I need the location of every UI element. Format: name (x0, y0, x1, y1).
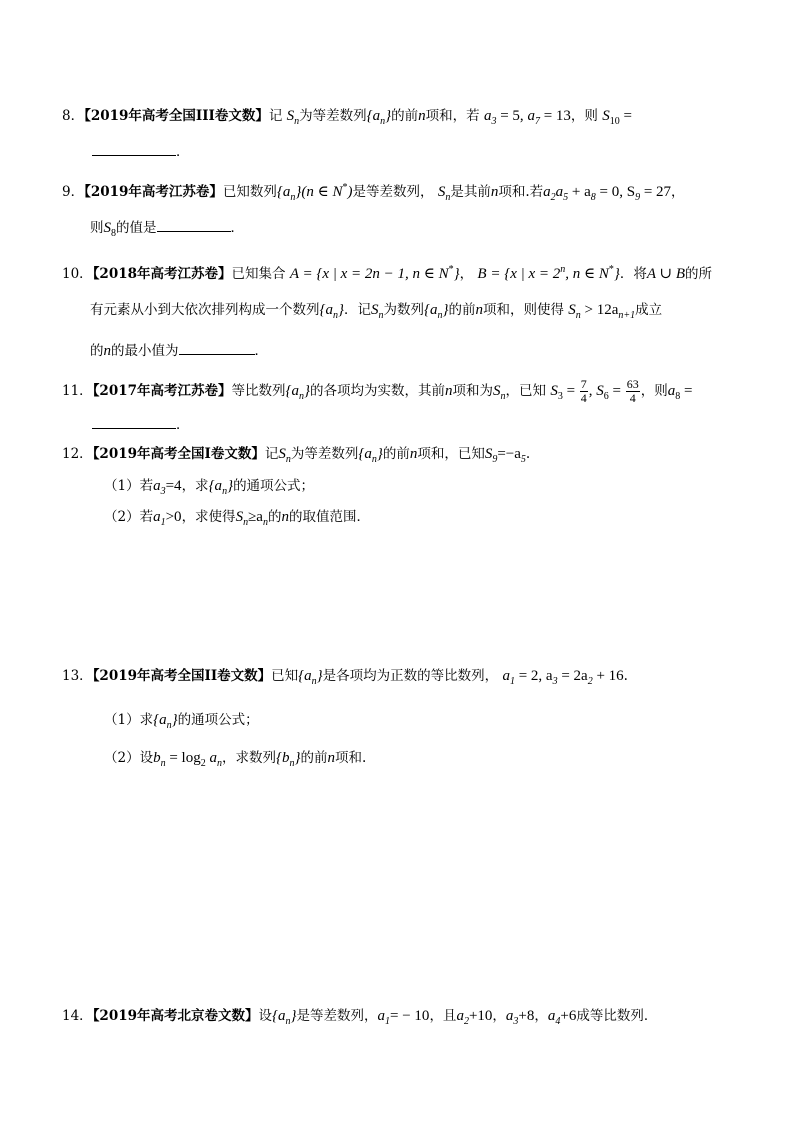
text: ． (176, 144, 190, 160)
text: 的前 (382, 446, 410, 462)
math-an: $\{a_n\}(n$ ∈ N*) (276, 182, 353, 203)
text: ，则 (640, 382, 668, 399)
math-condition: $S_3$ = $\frac{7}{4}$ , $S_6$ = $\frac{63}{4}$ (550, 377, 639, 405)
math-an: $\{a_n\}$ (272, 1008, 297, 1027)
text: ． (230, 220, 244, 236)
math-an: $\{a_n\}$ (285, 382, 311, 402)
math-a8: $a_8$ = (667, 382, 693, 402)
text: 项和，已知 (417, 446, 485, 462)
math-Sn: $S_n$ (493, 382, 506, 402)
question-source: 【2019年高考北京卷文数】 (92, 1008, 259, 1024)
question-source: 【2019年高考江苏卷】 (84, 184, 223, 200)
text: 已知 (271, 668, 299, 684)
text: ，且 (429, 1008, 457, 1024)
question-source: 【2019年高考全国II卷文数】 (92, 668, 272, 684)
math-n: n (327, 750, 335, 766)
text: ， (492, 1008, 506, 1024)
text: ．记 (344, 302, 371, 318)
text: 为数列 (383, 302, 424, 318)
math-a3: $a_3=4$ (153, 478, 182, 497)
math-condition: $a_3 = 5$, $a_7 = 13$ (483, 108, 571, 127)
question-number: 14． (62, 1008, 93, 1024)
text: 已知数列 (222, 184, 277, 200)
text: 已知集合 (231, 266, 286, 282)
math-n: n (409, 446, 418, 462)
text: 项和为 (452, 382, 494, 399)
question-number: 10． (62, 266, 93, 282)
text: 的取值范围． (288, 509, 370, 525)
math-set-A: A = {x | x = 2n − 1, n ∈ N*} (289, 264, 460, 282)
question-8-line-2 (92, 141, 190, 162)
text: 的所 (685, 266, 713, 282)
text: 的前 (448, 302, 476, 318)
text: 的最小值为 (111, 343, 179, 359)
math-a2-term: $a_2+10$ (456, 1008, 493, 1027)
text: ，求 (181, 478, 209, 494)
question-source: 【2017年高考江苏卷】 (92, 382, 232, 399)
math-a1: $a_1= - 10$ (377, 1008, 430, 1027)
question-13-part-2 (104, 748, 366, 774)
text: 是等差数列， (296, 1008, 378, 1024)
text: 项和，若 (425, 108, 480, 124)
text: 是各项均为正数的等比数列， (322, 668, 499, 684)
text: 等比数列 (231, 382, 286, 399)
math-n: n (490, 184, 499, 200)
question-9-line-1 (62, 178, 685, 208)
text: ， (459, 266, 474, 282)
question-number: 9． (62, 184, 85, 200)
math-bn: $b_n = \log_2 a_n$ (153, 750, 222, 769)
text: 记 (264, 446, 279, 462)
text: 项和.若 (498, 184, 544, 200)
text: 的 (267, 509, 282, 525)
text: （1）若 (104, 478, 154, 494)
text: 的通项公式； (233, 478, 315, 494)
text: （1）求 (104, 712, 154, 728)
text: 有元素从小到大依次排列构成一个数列 (90, 302, 320, 318)
question-9-line-2 (90, 217, 244, 244)
question-source: 【2018年高考江苏卷】 (92, 266, 232, 282)
text: 的 (90, 343, 104, 359)
math-n: n (445, 382, 453, 399)
math-an: $\{a_n\}$ (366, 108, 392, 127)
text: . (623, 668, 628, 684)
text: 设 (258, 1008, 273, 1024)
question-13-line-1 (62, 666, 628, 692)
answer-blank[interactable] (92, 141, 176, 156)
math-a3-term: $a_3+8$ (505, 1008, 535, 1027)
math-an: $\{a_n\}$ (319, 302, 344, 321)
question-10-line-2 (90, 300, 662, 326)
text: ， (671, 184, 685, 200)
math-S8: $S_8$ (103, 220, 116, 239)
question-number: 12． (62, 446, 93, 462)
math-a1: $a_1>0$ (153, 509, 182, 528)
answer-blank[interactable] (92, 414, 176, 429)
question-13-part-1 (104, 710, 259, 736)
question-number: 8． (62, 108, 85, 124)
text: 成等比数列． (576, 1008, 658, 1024)
text: 的各项均为实数，其前 (310, 382, 446, 399)
math-an: $\{a_n\}$ (208, 478, 234, 497)
text: 的前 (300, 750, 328, 766)
fraction: $\frac{7}{4}$ (580, 377, 587, 405)
question-number: 13． (62, 668, 93, 684)
text: ，则 (570, 108, 598, 124)
text: （2）设 (104, 750, 154, 766)
math-n: n (281, 509, 289, 525)
question-number: 11． (62, 382, 93, 399)
answer-blank[interactable] (157, 217, 231, 232)
math-n: n (103, 343, 111, 359)
math-Sn: $S_n$ (437, 184, 451, 203)
math-an: $\{a_n\}$ (298, 668, 323, 687)
math-an: $\{a_n\}$ (424, 302, 449, 321)
text: 的前 (391, 108, 419, 124)
text: ．将 (619, 266, 647, 282)
text: 成立 (635, 302, 663, 318)
question-12-line-1 (62, 444, 530, 470)
question-source: 【2019年高考全国III卷文数】 (84, 108, 269, 124)
text: 为等差数列 (290, 446, 359, 462)
answer-blank[interactable] (179, 340, 255, 355)
math-set-B: B = {x | $x = 2^n$, n ∈ N*} (477, 264, 620, 282)
question-source: 【2019年高考全国I卷文数】 (92, 446, 265, 462)
text: 为等差数列 (299, 108, 367, 124)
text: 的值是 (116, 220, 157, 236)
question-11-line-1 (62, 378, 692, 407)
math-an: $\{a_n\}$ (358, 446, 383, 465)
question-10-line-3 (90, 340, 268, 361)
math-condition: $a_1 = 2$, $a_3 = 2a_2 + 16$ (502, 668, 624, 687)
math-condition: $S_9=-a_5$ (484, 446, 526, 465)
math-bn-set: $\{b_n\}$ (275, 750, 301, 769)
question-11-line-2 (92, 414, 190, 435)
text: 是其前 (450, 184, 491, 200)
text: ， (534, 1008, 548, 1024)
text: （2）若 (104, 509, 154, 525)
text: ，求使得 (181, 509, 236, 525)
text: 是等差数列， (352, 184, 434, 200)
math-an: $\{a_n\}$ (153, 712, 178, 731)
text: 项和，则使得 (483, 302, 564, 318)
math-S10: $S_{10}$ = (602, 108, 632, 127)
text: ，已知 (505, 382, 547, 399)
question-12-part-1 (104, 476, 314, 502)
text: 项和. (334, 750, 367, 766)
fraction: $\frac{63}{4}$ (626, 377, 639, 405)
math-condition: $a_2a_5 + a_8 = 0$, $S_9 = 27$ (543, 184, 672, 203)
text: ． (254, 343, 268, 359)
math-Sn: $S_n$ (371, 302, 384, 321)
text: 的通项公式； (177, 712, 259, 728)
text: 则 (90, 220, 104, 236)
math-inequality: $S_n\ge a_n$ (235, 509, 268, 528)
text: . (525, 446, 531, 462)
math-union: A ∪ B (646, 266, 686, 282)
math-n: n (418, 108, 426, 124)
text: ，求数列 (221, 750, 276, 766)
question-8-line-1 (62, 106, 632, 132)
question-12-part-2 (104, 507, 370, 533)
math-Sn: $S_n$ (278, 446, 291, 465)
question-14-line-1 (62, 1006, 657, 1032)
question-10-line-1 (62, 260, 712, 284)
math-n: n (475, 302, 483, 318)
text: ． (176, 417, 190, 433)
math-inequality: $S_n > 12a_{n+1}$ (568, 302, 636, 321)
math-a4-term: $a_4+6$ (547, 1008, 577, 1027)
text: 记 (268, 108, 283, 124)
math-Sn: $S_n$ (286, 108, 300, 127)
